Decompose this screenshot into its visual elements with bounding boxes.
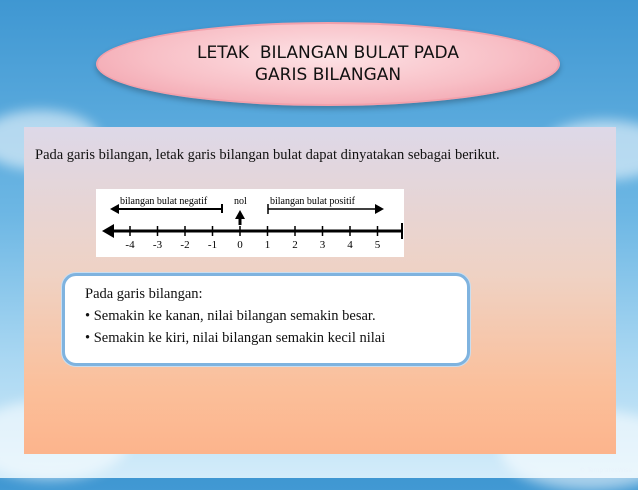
tick-label: 2: [292, 239, 298, 251]
tick-label: 5: [374, 239, 381, 251]
slide-title-line1: LETAK BILANGAN BULAT PADA: [197, 43, 459, 63]
tick-label: -3: [152, 239, 163, 251]
label-zero: nol: [234, 196, 247, 207]
intro-text: Pada garis bilangan, letak garis bilangan bulat dapat dinyatakan sebagai berikut.: [35, 147, 500, 163]
tick-label: -1: [207, 239, 218, 251]
tick-label: -4: [125, 239, 135, 251]
tick-label: 4: [347, 239, 353, 251]
number-line-figure: [96, 189, 404, 257]
note-point-left: • Semakin ke kiri, nilai bilangan semakin kecil nilai: [85, 330, 386, 346]
zero-pointer-arrow: [235, 210, 245, 219]
negative-arrowhead: [110, 204, 119, 214]
content-panel: [24, 127, 616, 454]
note-heading: Pada garis bilangan:: [85, 286, 203, 302]
note-box: [62, 273, 470, 366]
tick-label: 3: [319, 239, 326, 251]
slide-title-line2: GARIS BILANGAN: [254, 65, 402, 85]
number-line-svg: [96, 189, 404, 257]
tick-label: -2: [180, 239, 190, 251]
slide-title: [96, 22, 560, 106]
note-point-right: • Semakin ke kanan, nilai bilangan semakin besar.: [85, 308, 376, 324]
label-positive: bilangan bulat positif: [270, 196, 355, 207]
axis-left-arrowhead: [102, 224, 114, 238]
tick-label: 0: [237, 239, 243, 251]
label-negative: bilangan bulat negatif: [120, 196, 208, 207]
footer-credit: © TemplatesWise: [579, 467, 632, 474]
positive-arrowhead: [375, 204, 384, 214]
tick-label: 1: [264, 239, 271, 251]
